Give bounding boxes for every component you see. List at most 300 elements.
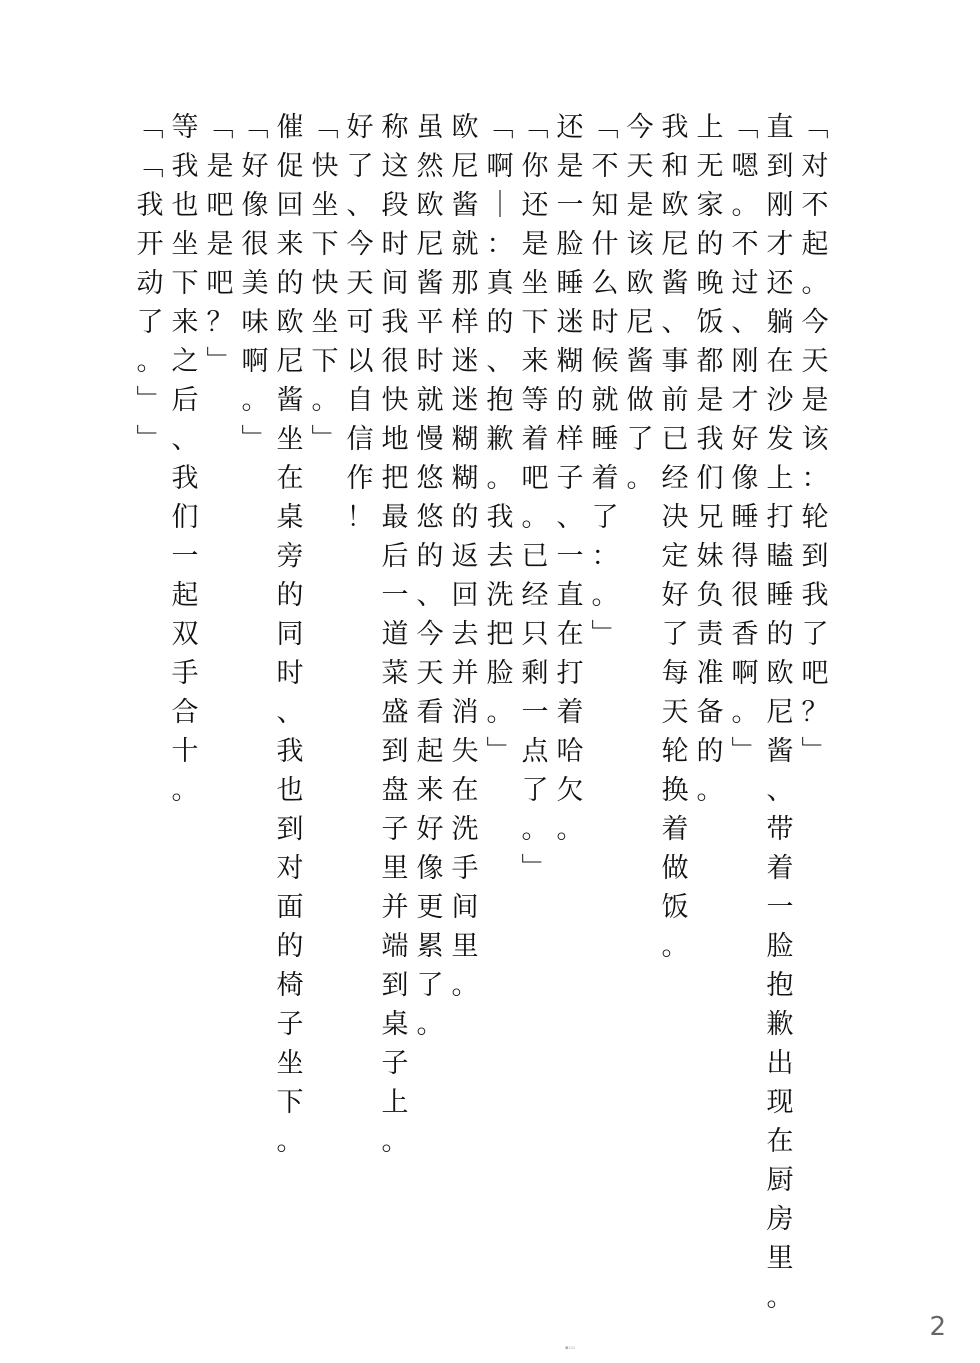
glyph: 一 [381, 580, 409, 611]
glyph: 什 [591, 229, 619, 260]
glyph: 在 [766, 1126, 794, 1157]
glyph: 动 [136, 268, 164, 299]
glyph: 到 [801, 541, 829, 572]
glyph: 端 [381, 931, 409, 962]
glyph: 。 [311, 385, 339, 416]
glyph: 才 [731, 385, 759, 416]
glyph: ｜ [486, 190, 514, 221]
glyph: 子 [556, 463, 584, 494]
glyph: ﹂ [136, 424, 164, 455]
glyph: 我 [661, 112, 689, 143]
glyph: 厨 [766, 1165, 794, 1196]
glyph: 。 [696, 775, 724, 806]
glyph: ﹂ [801, 736, 829, 767]
glyph: 轮 [801, 502, 829, 533]
glyph: 一 [171, 541, 199, 572]
glyph: 等 [521, 385, 549, 416]
glyph: ﹂ [731, 736, 759, 767]
glyph: 一 [521, 697, 549, 728]
glyph: 桌 [381, 1009, 409, 1040]
glyph: 失 [451, 736, 479, 767]
glyph: 是 [206, 151, 234, 182]
glyph: 。 [486, 463, 514, 494]
glyph: 打 [766, 502, 794, 533]
glyph: 是 [556, 151, 584, 182]
glyph: 然 [416, 151, 444, 182]
glyph: 。 [136, 346, 164, 377]
glyph: 时 [591, 307, 619, 338]
glyph: 房 [766, 1204, 794, 1235]
glyph: 睡 [591, 424, 619, 455]
glyph: 饭 [696, 307, 724, 338]
glyph: 上 [766, 463, 794, 494]
glyph: 起 [171, 580, 199, 611]
glyph: 知 [591, 190, 619, 221]
glyph: 最 [381, 502, 409, 533]
glyph: 时 [381, 229, 409, 260]
glyph: 才 [766, 229, 794, 260]
glyph: 不 [801, 190, 829, 221]
glyph: 来 [276, 229, 304, 260]
glyph: 还 [766, 268, 794, 299]
glyph: 里 [451, 931, 479, 962]
glyph: 迷 [451, 346, 479, 377]
glyph: 那 [451, 268, 479, 299]
glyph: 酱 [766, 736, 794, 767]
glyph: ﹁ [521, 112, 549, 143]
glyph: 做 [626, 385, 654, 416]
glyph: 了 [591, 502, 619, 533]
glyph: 的 [416, 541, 444, 572]
glyph: 下 [276, 1087, 304, 1118]
glyph: ﹂ [591, 619, 619, 650]
glyph: 都 [696, 346, 724, 377]
glyph: 迷 [556, 307, 584, 338]
glyph: 道 [381, 619, 409, 650]
glyph: 起 [801, 229, 829, 260]
glyph: ﹁ [311, 112, 339, 143]
glyph: 、 [276, 697, 304, 728]
glyph: 做 [661, 853, 689, 884]
glyph: 欧 [766, 658, 794, 689]
glyph: 责 [696, 619, 724, 650]
glyph: 还 [556, 112, 584, 143]
glyph: 事 [661, 346, 689, 377]
glyph: 每 [661, 658, 689, 689]
glyph: 尼 [276, 346, 304, 377]
glyph: 不 [731, 229, 759, 260]
glyph: 吧 [206, 268, 234, 299]
glyph: 、 [661, 307, 689, 338]
glyph: 把 [486, 619, 514, 650]
glyph: 桌 [276, 502, 304, 533]
glyph: 了 [416, 970, 444, 1001]
text-column [272, 108, 308, 1161]
glyph: 准 [696, 658, 724, 689]
glyph: ﹁ [206, 112, 234, 143]
glyph: 。 [416, 1009, 444, 1040]
glyph: 躺 [766, 307, 794, 338]
glyph: 好 [661, 580, 689, 611]
glyph: 就 [451, 229, 479, 260]
glyph: 、 [486, 346, 514, 377]
glyph: 备 [696, 697, 724, 728]
glyph: 到 [381, 736, 409, 767]
glyph: 好 [416, 814, 444, 845]
glyph: 的 [276, 580, 304, 611]
glyph: 抱 [486, 385, 514, 416]
glyph: 后 [171, 385, 199, 416]
footer-mark: ▪▫▫ [565, 1345, 576, 1351]
glyph: 带 [766, 814, 794, 845]
glyph: 味 [241, 307, 269, 338]
glyph: 也 [171, 190, 199, 221]
glyph: 了 [661, 619, 689, 650]
glyph: 、 [766, 775, 794, 806]
glyph: ﹁ [731, 112, 759, 143]
text-column [237, 108, 273, 459]
glyph: ﹂ [521, 853, 549, 884]
glyph: 坐 [311, 307, 339, 338]
glyph: 轮 [661, 736, 689, 767]
glyph: 该 [801, 424, 829, 455]
glyph: ﹂ [206, 346, 234, 377]
glyph: 盘 [381, 775, 409, 806]
glyph: ﹂ [311, 424, 339, 455]
glyph: ？ [206, 307, 234, 338]
glyph: 着 [556, 697, 584, 728]
text-column [727, 108, 763, 771]
glyph: 。 [731, 697, 759, 728]
glyph: 去 [451, 619, 479, 650]
glyph: 刚 [731, 346, 759, 377]
glyph: 间 [451, 892, 479, 923]
glyph: 抱 [766, 970, 794, 1001]
glyph: 糊 [556, 346, 584, 377]
glyph: 欧 [626, 268, 654, 299]
glyph: 着 [521, 424, 549, 455]
glyph: 。 [766, 1282, 794, 1313]
glyph: 候 [591, 346, 619, 377]
glyph: 后 [381, 541, 409, 572]
glyph: 合 [171, 697, 199, 728]
text-column [447, 108, 483, 1005]
glyph: 啊 [486, 151, 514, 182]
glyph: 下 [521, 307, 549, 338]
glyph: 。 [731, 190, 759, 221]
text-column [622, 108, 658, 498]
glyph: 手 [451, 853, 479, 884]
glyph: 啊 [731, 658, 759, 689]
glyph: 睡 [731, 502, 759, 533]
glyph: 现 [766, 1087, 794, 1118]
glyph: 菜 [381, 658, 409, 689]
glyph: 快 [381, 385, 409, 416]
glyph: 是 [626, 190, 654, 221]
glyph: 时 [416, 346, 444, 377]
glyph: 在 [766, 346, 794, 377]
glyph: 已 [661, 424, 689, 455]
glyph: 回 [451, 580, 479, 611]
glyph: 天 [346, 268, 374, 299]
glyph: 着 [591, 463, 619, 494]
glyph: 盛 [381, 697, 409, 728]
glyph: 。 [591, 580, 619, 611]
glyph: 悠 [416, 463, 444, 494]
glyph: 我 [171, 151, 199, 182]
glyph: 很 [381, 346, 409, 377]
glyph: 欧 [416, 190, 444, 221]
text-column [167, 108, 203, 810]
glyph: 欧 [276, 307, 304, 338]
glyph: 晚 [696, 268, 724, 299]
glyph: 今 [626, 112, 654, 143]
glyph: 洗 [486, 580, 514, 611]
glyph: 和 [661, 151, 689, 182]
glyph: 平 [416, 307, 444, 338]
glyph: ﹁ [486, 112, 514, 143]
glyph: 去 [486, 541, 514, 572]
glyph: ﹁ [136, 151, 164, 182]
glyph: ！ [346, 502, 374, 533]
glyph: 起 [416, 736, 444, 767]
glyph: 么 [591, 268, 619, 299]
glyph: 里 [766, 1243, 794, 1274]
glyph: 坐 [311, 190, 339, 221]
glyph: ？ [801, 697, 829, 728]
glyph: 在 [451, 775, 479, 806]
glyph: 悠 [416, 502, 444, 533]
glyph: 很 [731, 580, 759, 611]
glyph: 哈 [556, 736, 584, 767]
glyph: 家 [696, 190, 724, 221]
glyph: 面 [276, 892, 304, 923]
text-column [517, 108, 553, 888]
glyph: 尼 [626, 307, 654, 338]
glyph: 的 [556, 385, 584, 416]
glyph: 酱 [451, 190, 479, 221]
glyph: 吧 [206, 190, 234, 221]
glyph: 、 [416, 580, 444, 611]
glyph: 迷 [451, 385, 479, 416]
glyph: 上 [381, 1087, 409, 1118]
glyph: 坐 [521, 268, 549, 299]
glyph: 香 [731, 619, 759, 650]
glyph: 换 [661, 775, 689, 806]
glyph: 的 [276, 931, 304, 962]
glyph: 时 [276, 658, 304, 689]
glyph: 了 [801, 619, 829, 650]
glyph: 。 [381, 1126, 409, 1157]
glyph: 。 [661, 931, 689, 962]
glyph: 快 [311, 268, 339, 299]
glyph: 样 [451, 307, 479, 338]
glyph: 。 [171, 775, 199, 806]
glyph: 好 [241, 151, 269, 182]
glyph: 手 [171, 658, 199, 689]
glyph: 天 [416, 658, 444, 689]
glyph: 来 [521, 346, 549, 377]
glyph: 的 [486, 307, 514, 338]
text-column [412, 108, 448, 1044]
glyph: 尼 [766, 697, 794, 728]
glyph: 脸 [556, 229, 584, 260]
glyph: 好 [731, 424, 759, 455]
glyph: 脸 [486, 658, 514, 689]
glyph: ： [591, 541, 619, 572]
glyph: 妹 [696, 541, 724, 572]
glyph: 自 [346, 385, 374, 416]
glyph: 是 [521, 229, 549, 260]
glyph: 上 [696, 112, 724, 143]
glyph: 是 [801, 385, 829, 416]
glyph: 直 [556, 580, 584, 611]
glyph: 一 [766, 892, 794, 923]
glyph: 天 [626, 151, 654, 182]
glyph: 过 [731, 268, 759, 299]
glyph: 、 [346, 190, 374, 221]
glyph: 来 [416, 775, 444, 806]
glyph: 美 [241, 268, 269, 299]
glyph: 消 [451, 697, 479, 728]
glyph: 我 [696, 424, 724, 455]
glyph: 的 [451, 502, 479, 533]
glyph: 、 [731, 307, 759, 338]
glyph: 就 [591, 385, 619, 416]
glyph: 我 [276, 736, 304, 767]
glyph: 作 [346, 463, 374, 494]
glyph: 的 [696, 229, 724, 260]
glyph: 就 [416, 385, 444, 416]
glyph: 。 [626, 463, 654, 494]
glyph: 我 [171, 463, 199, 494]
glyph: 看 [416, 697, 444, 728]
glyph: 洗 [451, 814, 479, 845]
glyph: 很 [241, 229, 269, 260]
glyph: 欧 [661, 190, 689, 221]
text-column [202, 108, 238, 381]
glyph: ﹂ [136, 385, 164, 416]
glyph: 该 [626, 229, 654, 260]
glyph: 们 [171, 502, 199, 533]
glyph: 定 [661, 541, 689, 572]
glyph: 并 [381, 892, 409, 923]
glyph: 好 [346, 112, 374, 143]
glyph: 里 [381, 853, 409, 884]
glyph: 还 [521, 190, 549, 221]
glyph: ﹁ [241, 112, 269, 143]
glyph: 、 [171, 424, 199, 455]
glyph: 着 [766, 853, 794, 884]
text-column [797, 108, 833, 771]
glyph: 已 [521, 541, 549, 572]
glyph: 把 [381, 463, 409, 494]
glyph: ﹁ [136, 112, 164, 143]
glyph: 兄 [696, 502, 724, 533]
glyph: 酱 [416, 268, 444, 299]
glyph: ： [801, 463, 829, 494]
glyph: 酱 [276, 385, 304, 416]
glyph: 到 [766, 151, 794, 182]
glyph: 天 [661, 697, 689, 728]
glyph: 慢 [416, 424, 444, 455]
glyph: 间 [381, 268, 409, 299]
glyph: 了 [626, 424, 654, 455]
glyph: 坐 [276, 424, 304, 455]
glyph: 尼 [416, 229, 444, 260]
glyph: 子 [276, 1009, 304, 1040]
text-column [657, 108, 693, 966]
text-column [552, 108, 588, 849]
glyph: 一 [556, 190, 584, 221]
glyph: 回 [276, 190, 304, 221]
glyph: 今 [416, 619, 444, 650]
glyph: 我 [801, 580, 829, 611]
glyph: 欠 [556, 775, 584, 806]
glyph: 今 [801, 307, 829, 338]
glyph: 着 [661, 814, 689, 845]
glyph: 。 [241, 385, 269, 416]
glyph: ： [486, 229, 514, 260]
glyph: 像 [731, 463, 759, 494]
glyph: 得 [731, 541, 759, 572]
glyph: 糊 [451, 463, 479, 494]
glyph: 歉 [766, 1009, 794, 1040]
glyph: 开 [136, 229, 164, 260]
glyph: 吧 [801, 658, 829, 689]
glyph: 之 [171, 346, 199, 377]
glyph: 嗯 [731, 151, 759, 182]
glyph: 称 [381, 112, 409, 143]
glyph: 同 [276, 619, 304, 650]
glyph: 来 [171, 307, 199, 338]
text-column [377, 108, 413, 1161]
glyph: 今 [346, 229, 374, 260]
glyph: 催 [276, 112, 304, 143]
glyph: 了 [136, 307, 164, 338]
glyph: 在 [276, 463, 304, 494]
glyph: 双 [171, 619, 199, 650]
glyph: 更 [416, 892, 444, 923]
glyph: 睡 [766, 580, 794, 611]
glyph: 是 [206, 229, 234, 260]
glyph: 真 [486, 268, 514, 299]
glyph: 打 [556, 658, 584, 689]
glyph: 子 [381, 1048, 409, 1079]
glyph: 像 [241, 190, 269, 221]
glyph: ﹂ [486, 736, 514, 767]
glyph: 、 [556, 502, 584, 533]
glyph: 睡 [556, 268, 584, 299]
glyph: 一 [556, 541, 584, 572]
glyph: 糊 [451, 424, 479, 455]
page-number: 2 [929, 1312, 946, 1342]
glyph: 地 [381, 424, 409, 455]
glyph: 你 [521, 151, 549, 182]
glyph: 等 [171, 112, 199, 143]
glyph: 样 [556, 424, 584, 455]
glyph: 点 [521, 736, 549, 767]
glyph: 。 [486, 697, 514, 728]
glyph: 我 [136, 190, 164, 221]
text-column [132, 108, 168, 459]
glyph: 子 [381, 814, 409, 845]
glyph: 尼 [451, 151, 479, 182]
glyph: 。 [521, 814, 549, 845]
glyph: 虽 [416, 112, 444, 143]
glyph: 。 [521, 502, 549, 533]
glyph: 到 [381, 970, 409, 1001]
